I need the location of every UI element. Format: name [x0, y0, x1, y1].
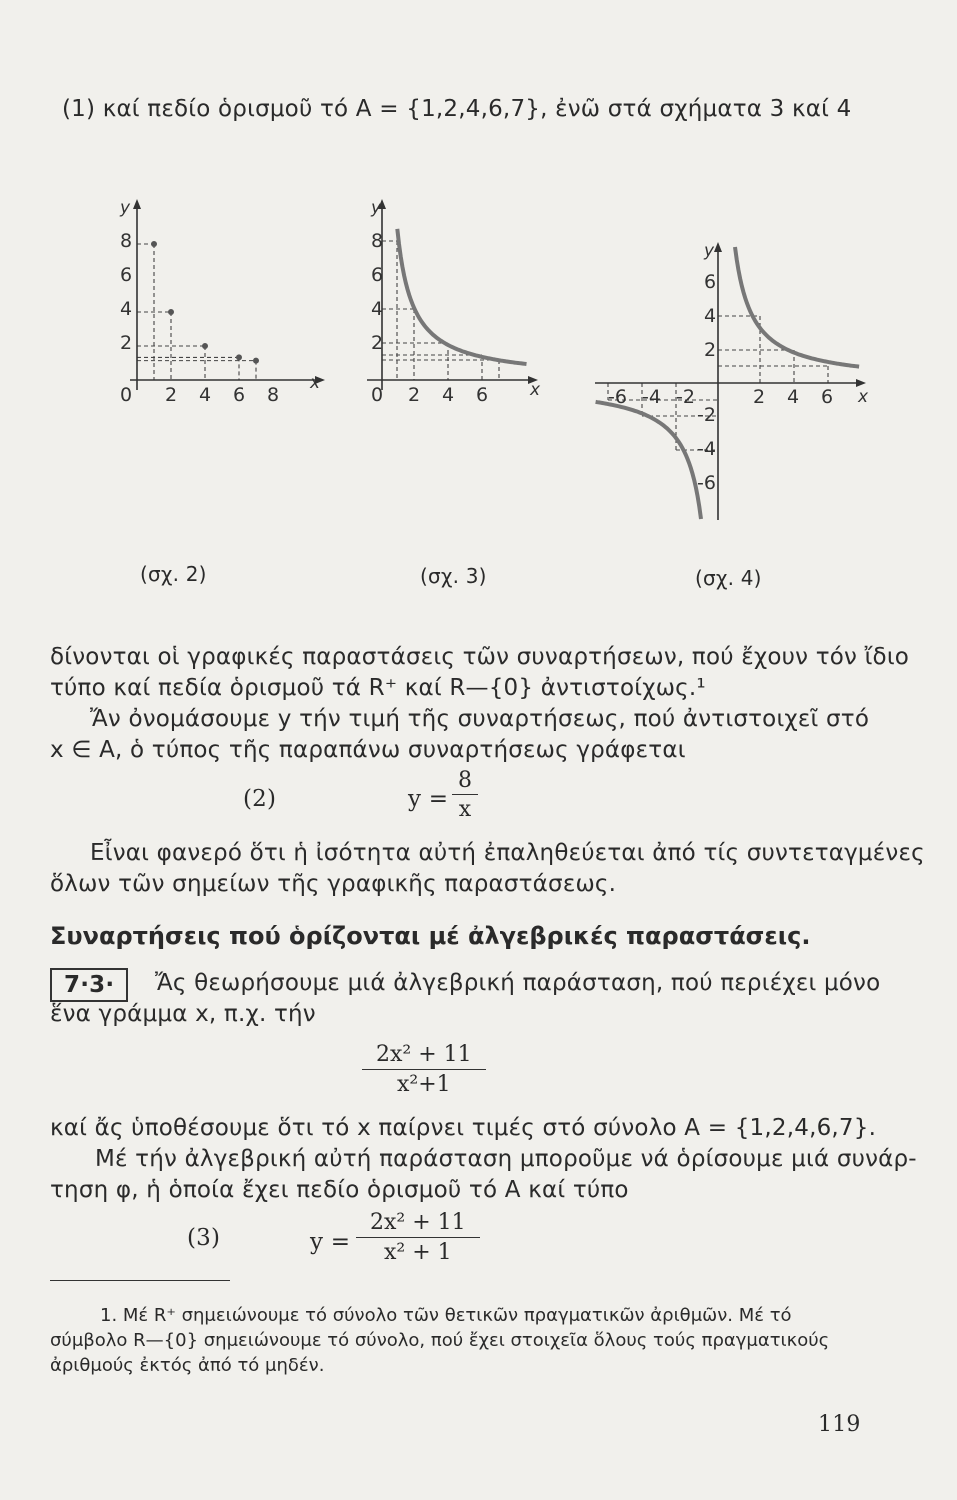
fig2-xtick: 4 — [199, 384, 212, 406]
section-heading: Συναρτήσεις πού ὁρίζονται μέ ἀλγεβρικές παραστάσεις. — [50, 922, 811, 950]
section-number-box: 7·3· — [50, 968, 128, 1002]
figure-3 — [345, 195, 555, 415]
fig3-y-label: y — [371, 198, 382, 218]
fig3-x-label: x — [530, 380, 541, 400]
fig2-ytick: 6 — [120, 264, 133, 286]
fig2-point — [253, 358, 259, 364]
fig4-ytick: -2 — [697, 404, 716, 426]
footnote-line: σύμβολο R—{0} σημειώνουμε τό σύνολο, πού ἔχει στοιχεῖα ὅλους τούς πραγματικούς — [50, 1330, 830, 1351]
fig4-ytick: 4 — [704, 305, 717, 327]
fig2-ytick: 4 — [120, 298, 133, 320]
footnote-line: ἀριθμούς ἐκτός ἀπό τό μηδέν. — [50, 1355, 325, 1376]
fig2-xtick: 6 — [233, 384, 246, 406]
fig2-point — [151, 241, 157, 247]
fig3-ytick: 6 — [371, 264, 384, 286]
paragraph-line: Μέ τήν ἀλγεβρική αὐτή παράσταση μποροῦμε νά ὁρίσουμε μιά συνάρ- — [95, 1146, 917, 1172]
fig2-caption: (σχ. 2) — [140, 562, 207, 586]
fig2-point — [202, 343, 208, 349]
fig4-xtick: -4 — [642, 386, 661, 408]
fig4-xtick: 2 — [753, 386, 766, 408]
eq3-label: (3) — [187, 1225, 221, 1251]
fig4-hyperbola-negative — [596, 402, 701, 519]
eq3-fraction — [356, 1210, 480, 1265]
fig3-xtick: 4 — [442, 384, 455, 406]
eq3-numerator: 2x² + 11 — [356, 1210, 480, 1238]
fig4-xtick: -6 — [608, 386, 627, 408]
fig2-xtick: 0 — [120, 384, 133, 406]
intro-line: (1) καί πεδίο ὁρισμοῦ τό Α = {1,2,4,6,7}, ἐνῶ στά σχήματα 3 καί 4 — [62, 96, 852, 122]
paragraph-line: Εἶναι φανερό ὅτι ἡ ἰσότητα αὐτή ἐπαληθεύεται ἀπό τίς συντεταγμένες — [90, 840, 925, 866]
paragraph-line: Ἄν ὀνομάσουμε y τήν τιμή τῆς συναρτήσεως, πού ἀντιστοιχεῖ στό — [90, 706, 870, 732]
algebraic-expression — [362, 1042, 486, 1097]
fig3-ytick: 2 — [371, 332, 384, 354]
footnote-line: 1. Μέ R⁺ σημειώνουμε τό σύνολο τῶν θετικῶν πραγματικῶν ἀριθμῶν. Μέ τό — [100, 1305, 792, 1326]
expr-denominator: x²+1 — [396, 1072, 451, 1097]
fig4-caption: (σχ. 4) — [695, 566, 762, 590]
fig4-xtick: 6 — [821, 386, 834, 408]
fig3-xtick: 2 — [408, 384, 421, 406]
fig3-ytick: 4 — [371, 298, 384, 320]
eq2-label: (2) — [243, 786, 277, 812]
footnote-rule — [50, 1280, 230, 1281]
paragraph-line: ὅλων τῶν σημείων τῆς γραφικῆς παραστάσεως. — [50, 871, 617, 897]
expr-numerator: 2x² + 11 — [362, 1042, 486, 1070]
fig2-xtick: 2 — [165, 384, 178, 406]
fig2-point — [168, 309, 174, 315]
eq2-lhs: y = — [408, 786, 449, 812]
figure-4 — [590, 228, 880, 528]
paragraph-line: δίνονται οἱ γραφικές παραστάσεις τῶν συναρτήσεων, πού ἔχουν τόν ἴδιο — [50, 644, 910, 670]
paragraph-line: τύπο καί πεδία ὁρισμοῦ τά R⁺ καί R—{0} ἀντιστοίχως.¹ — [50, 675, 706, 701]
fig4-xtick: -2 — [676, 386, 695, 408]
fig3-xtick: 0 — [371, 384, 384, 406]
fig4-xtick: 4 — [787, 386, 800, 408]
fig3-ytick: 8 — [371, 230, 384, 252]
eq2-denominator: x — [458, 797, 472, 822]
paragraph-line: καί ἄς ὑποθέσουμε ὅτι τό x παίρνει τιμές στό σύνολο Α = {1,2,4,6,7}. — [50, 1115, 877, 1141]
fig4-ytick: -6 — [697, 472, 716, 494]
eq2-numerator: 8 — [452, 768, 478, 795]
fig4-x-label: x — [858, 387, 869, 407]
fig2-x-label: x — [310, 373, 321, 393]
fig4-y-label: y — [704, 241, 715, 261]
paragraph-line: x ∈ A, ὁ τύπος τῆς παραπάνω συναρτήσεως γράφεται — [50, 737, 686, 763]
paragraph-line: τηση φ, ἡ ὁποία ἔχει πεδίο ὁρισμοῦ τό Α καί τύπο — [50, 1177, 629, 1203]
fig4-ytick: 6 — [704, 271, 717, 293]
page-number: 119 — [818, 1412, 861, 1437]
paragraph-line: ἕνα γράμμα x, π.χ. τήν — [50, 1001, 316, 1027]
fig3-hyperbola — [397, 229, 526, 364]
eq3-denominator: x² + 1 — [383, 1240, 452, 1265]
fig4-ytick: -4 — [697, 438, 716, 460]
fig2-point — [236, 354, 242, 360]
fig2-xtick: 8 — [267, 384, 280, 406]
eq2-fraction — [452, 768, 478, 822]
fig3-xtick: 6 — [476, 384, 489, 406]
eq3-lhs: y = — [310, 1229, 351, 1255]
fig3-caption: (σχ. 3) — [420, 564, 487, 588]
fig4-hyperbola-positive — [735, 247, 859, 367]
fig2-ytick: 8 — [120, 230, 133, 252]
fig4-ytick: 2 — [704, 339, 717, 361]
paragraph-line: Ἄς θεωρήσουμε μιά ἀλγεβρική παράσταση, πού περιέχει μόνο — [155, 970, 881, 996]
fig2-ytick: 2 — [120, 332, 133, 354]
figure-2 — [100, 195, 340, 415]
fig2-y-label: y — [120, 198, 131, 218]
